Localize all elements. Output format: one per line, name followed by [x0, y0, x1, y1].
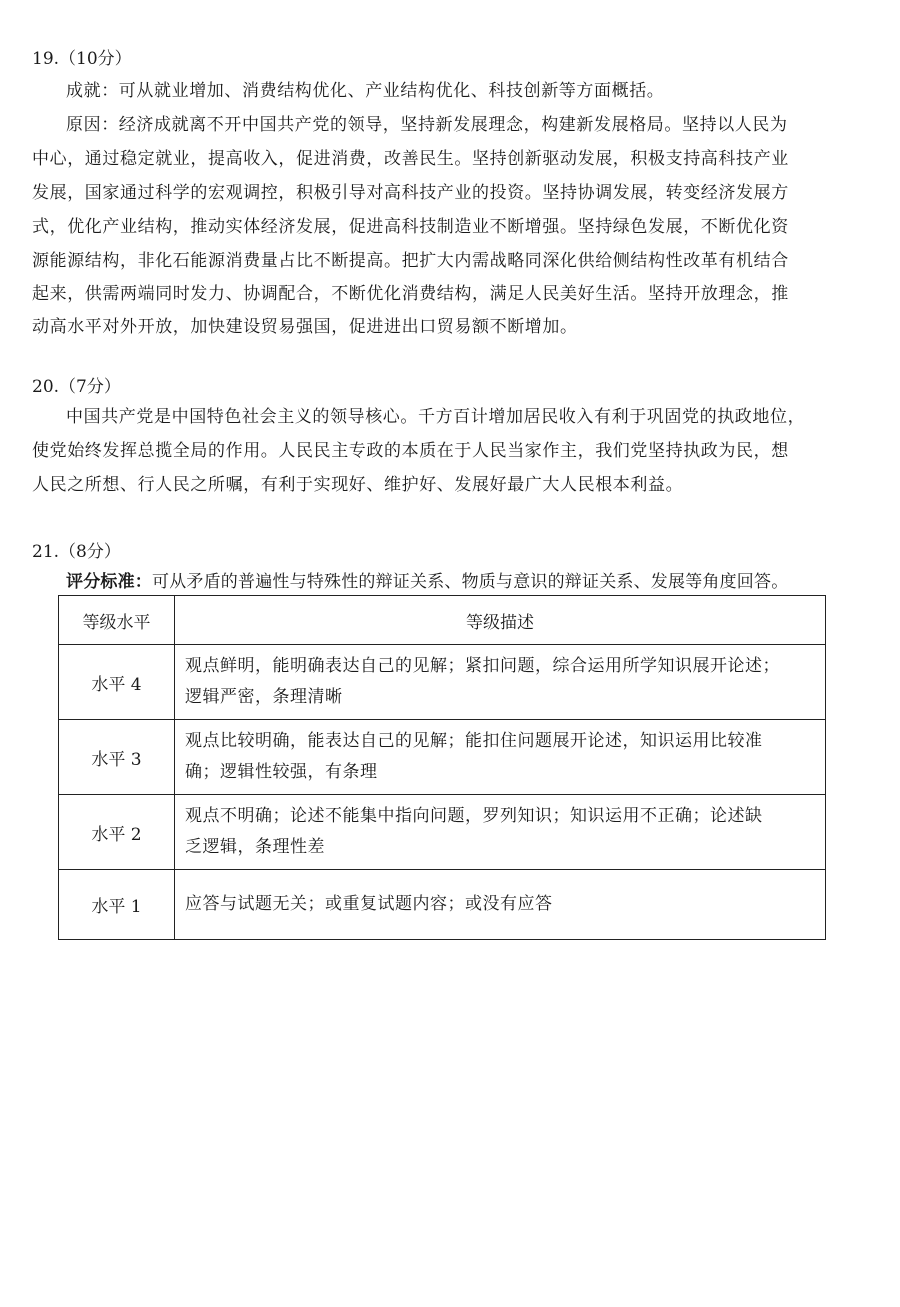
- question-20-heading: 20.（7分）: [32, 377, 121, 397]
- q19-reason-line-1: 原因：经济成就离不开中国共产党的领导，坚持新发展理念，构建新发展格局。坚持以人民为: [66, 115, 788, 135]
- q19-reason-line-5: 源能源结构，非化石能源消费量占比不断提高。把扩大内需战略同深化供给侧结构性改革有机结合: [32, 251, 789, 271]
- level-cell: 水平 2: [59, 795, 175, 870]
- q19-reason-line-7: 动高水平对外开放，加快建设贸易强国，促进进出口贸易额不断增加。: [32, 317, 578, 337]
- description-line: 观点比较明确，能表达自己的见解；能扣住问题展开论述，知识运用比较准: [185, 731, 763, 751]
- q19-achievement-line: 成就：可从就业增加、消费结构优化、产业结构优化、科技创新等方面概括。: [66, 81, 665, 101]
- table-row: [59, 720, 826, 795]
- scoring-criteria-text: 可从矛盾的普遍性与特殊性的辩证关系、物质与意识的辩证关系、发展等角度回答。: [152, 572, 789, 592]
- description-line: 逻辑严密，条理清晰: [185, 687, 343, 707]
- scoring-criteria-label: 评分标准：: [66, 572, 152, 592]
- q19-reason-line-6: 起来，供需两端同时发力、协调配合，不断优化消费结构，满足人民美好生活。坚持开放理念，推: [32, 284, 789, 304]
- grading-table: [58, 595, 826, 940]
- description-cell: [175, 645, 826, 720]
- description-line: 观点鲜明，能明确表达自己的见解；紧扣问题，综合运用所学知识展开论述；: [185, 656, 780, 676]
- q19-reason-line-4: 式，优化产业结构，推动实体经济发展，促进高科技制造业不断增强。坚持绿色发展，不断优化资: [32, 217, 789, 237]
- table-row: [59, 645, 826, 720]
- table-row: [59, 795, 826, 870]
- scoring-criteria: [66, 571, 788, 593]
- q20-answer-line-2: 使党始终发挥总揽全局的作用。人民民主专政的本质在于人民当家作主，我们党坚持执政为民，想: [32, 441, 789, 461]
- grading-table-header-row: [59, 596, 826, 645]
- level-cell: 水平 3: [59, 720, 175, 795]
- description-cell: [175, 870, 826, 940]
- table-row: [59, 870, 826, 940]
- q20-answer-line-3: 人民之所想、行人民之所嘱，有利于实现好、维护好、发展好最广大人民根本利益。: [32, 475, 684, 495]
- q20-answer-line-1: 中国共产党是中国特色社会主义的领导核心。千方百计增加居民收入有利于巩固党的执政地位，: [66, 407, 806, 427]
- q19-reason-line-3: 发展，国家通过科学的宏观调控，积极引导对高科技产业的投资。坚持协调发展，转变经济发展方: [32, 183, 789, 203]
- description-line: 观点不明确；论述不能集中指向问题，罗列知识；知识运用不正确；论述缺: [185, 806, 763, 826]
- level-cell: 水平 1: [59, 870, 175, 940]
- description-line: 应答与试题无关；或重复试题内容；或没有应答: [185, 894, 553, 914]
- question-21-heading: 21.（8分）: [32, 542, 121, 562]
- description-line: 乏逻辑，条理性差: [185, 837, 325, 857]
- header-level: 等级水平: [59, 596, 175, 645]
- q19-reason-line-2: 中心，通过稳定就业，提高收入，促进消费，改善民生。坚持创新驱动发展，积极支持高科技产业: [32, 149, 789, 169]
- level-cell: 水平 4: [59, 645, 175, 720]
- description-line: 确；逻辑性较强，有条理: [185, 762, 378, 782]
- header-description: 等级描述: [175, 596, 826, 645]
- question-19-heading: 19.（10分）: [32, 49, 132, 69]
- description-cell: [175, 795, 826, 870]
- description-cell: [175, 720, 826, 795]
